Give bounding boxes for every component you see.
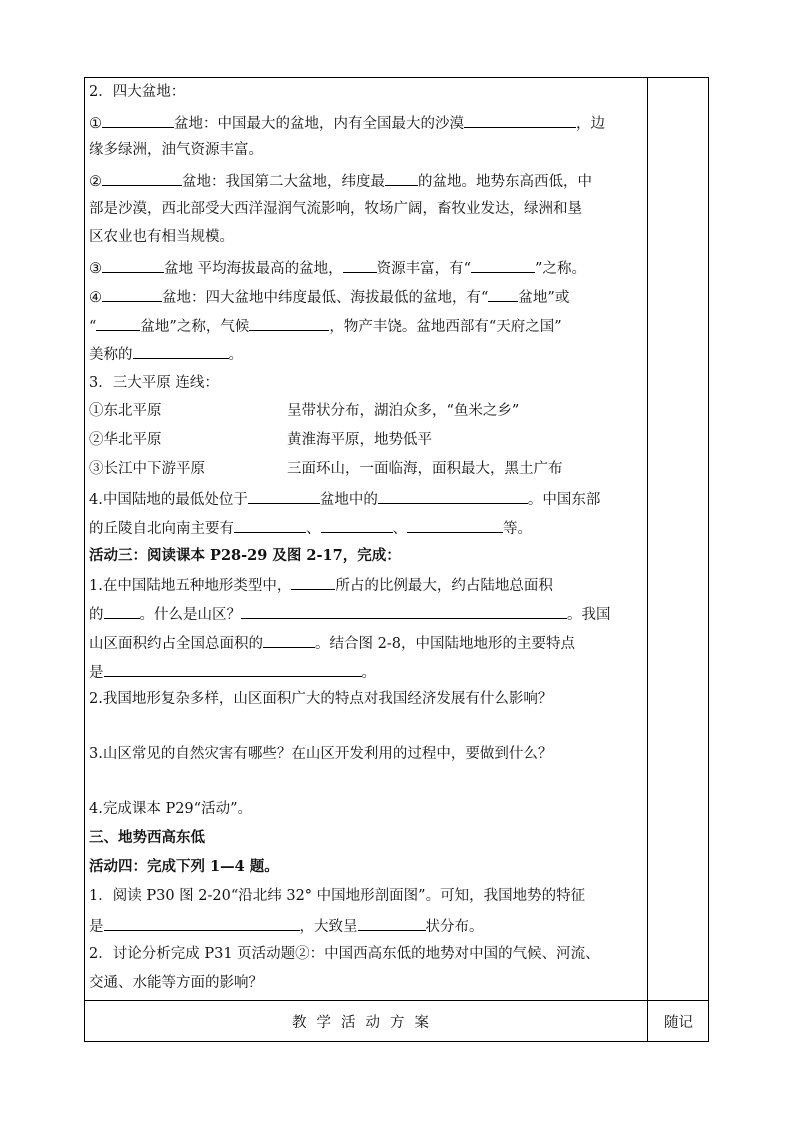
- sep: 、: [306, 521, 321, 537]
- activity3-title: 活动三：阅读课本 P28-29 及图 2-17，完成：: [89, 547, 401, 564]
- basin1-line1: [89, 112, 605, 134]
- a4q2-line2: 交通、水能等方面的影响？: [89, 975, 263, 991]
- a3q1-text6: 山区面积约占全国总面积的: [89, 636, 263, 652]
- blank: [234, 517, 306, 533]
- blank: [249, 315, 329, 331]
- a3q1-text5: 。我国: [567, 607, 611, 623]
- basin2-line1: [89, 170, 592, 192]
- blank: [104, 661, 362, 677]
- plain-row-2: [89, 430, 432, 450]
- q4-line2: [89, 517, 532, 539]
- column-divider: [647, 77, 648, 1042]
- basin2-num: ②: [89, 174, 102, 190]
- blank: [263, 632, 315, 648]
- plain-name: ③长江中下游平原: [89, 461, 205, 477]
- a4q2-line1: 2．讨论分析完成 P31 页活动题②：中国西高东低的地势对中国的气候、河流、: [89, 946, 600, 962]
- basin2-line2: 部是沙漠，西北部受大西洋湿润气流影响，牧场广阔，畜牧业发达，绿洲和垦: [89, 201, 582, 217]
- footer-label: 教学活动方案: [292, 1015, 439, 1031]
- part3-title: 三、地势西高东低: [89, 829, 205, 846]
- blank: [291, 574, 335, 590]
- blank: [104, 915, 300, 931]
- basin4-line1: [89, 286, 569, 308]
- q4-text4: 的丘陵自北向南主要有: [89, 521, 234, 537]
- a4q1-text2: ，大致呈: [299, 919, 358, 935]
- activity4-title: 活动四：完成下列 1—4 题。: [89, 858, 279, 875]
- blank: [133, 343, 229, 359]
- q4-text5: 等。: [503, 521, 532, 537]
- basin3-text2: 资源丰富，有“: [376, 261, 472, 277]
- basin4-text2: 盆地”或: [518, 290, 570, 306]
- a3q1-text8: 是: [89, 665, 104, 681]
- a4q1-text: 是: [89, 919, 104, 935]
- q4-text3: 。中国东部: [527, 492, 601, 508]
- blank: [385, 170, 418, 186]
- basin2-text2: 的盆地。地势东高西低，中: [418, 174, 592, 190]
- blank: [104, 603, 140, 619]
- basin1-line2: 缘多绿洲，油气资源丰富。: [89, 142, 263, 158]
- blank: [464, 112, 576, 128]
- a4q1-line1: 1．阅读 P30 图 2-20“沿北纬 32° 中国地形剖面图”。可知，我国地势的特征: [89, 888, 586, 904]
- blank: [241, 603, 567, 619]
- a3q1-line1: [89, 574, 553, 596]
- a3q1-line4: [89, 661, 376, 683]
- blank: [343, 257, 377, 273]
- basin4-quote: “: [89, 319, 97, 335]
- blank: [248, 488, 320, 504]
- a4q1-line2: [89, 915, 484, 937]
- basin4-line3: [89, 343, 243, 365]
- basin3-text3: ”之称。: [535, 261, 586, 277]
- basin1-num: ①: [89, 116, 102, 132]
- basin3-text: 盆地 平均海拔最高的盆地，: [164, 261, 343, 277]
- plain-feature: 三面环山，一面临海，面积最大，黑土广布: [287, 461, 563, 477]
- plain-row-1: [89, 401, 520, 421]
- a3q4: 4.完成课本 P29“活动”。: [89, 801, 252, 817]
- q4-text: 4.中国陆地的最低处位于: [89, 492, 248, 508]
- a3q3: 3.山区常见的自然灾害有哪些？在山区开发利用的过程中，要做到什么？: [89, 746, 553, 762]
- section2-title: 2．四大盆地：: [89, 84, 186, 100]
- basin1-text: 盆地：中国最大的盆地，内有全国最大的沙漠: [174, 116, 464, 132]
- q4-line1: [89, 488, 600, 510]
- plain-name: ①东北平原: [89, 403, 162, 419]
- a3q1-line2: [89, 603, 611, 625]
- a3q1-text2: 所占的比例最大，约占陆地总面积: [335, 578, 553, 594]
- blank: [407, 517, 503, 533]
- plain-feature: 呈带状分布，湖泊众多，“鱼米之乡”: [287, 403, 520, 419]
- a4q1-text3: 状分布。: [425, 919, 484, 935]
- blank: [488, 286, 518, 302]
- a3q1-text: 1.在中国陆地五种地形类型中，: [89, 578, 292, 594]
- basin3-line1: [89, 257, 586, 279]
- blank: [102, 170, 182, 186]
- blank: [96, 315, 140, 331]
- basin4-text3: 盆地”之称，气候: [140, 319, 250, 335]
- sep: 、: [392, 521, 407, 537]
- blank: [471, 257, 535, 273]
- basin4-text5: 美称的: [89, 347, 133, 363]
- basin1-text2: ，边: [576, 116, 605, 132]
- basin4-line2: [89, 315, 562, 337]
- section3-title: 3．三大平原 连线：: [89, 375, 219, 391]
- basin3-num: ③: [89, 261, 102, 277]
- basin4-text6: 。: [228, 347, 243, 363]
- blank: [102, 286, 162, 302]
- side-notes-label: 随记: [664, 1015, 693, 1031]
- plain-feature: 黄淮海平原，地势低平: [287, 432, 432, 448]
- a3q1-line3: [89, 632, 575, 654]
- a3q1-text9: 。: [361, 665, 376, 681]
- basin2-line3: 区农业也有相当规模。: [89, 229, 234, 245]
- basin4-text4: ，物产丰饶。盆地西部有“天府之国”: [329, 319, 562, 335]
- blank: [102, 112, 174, 128]
- a3q1-text7: 。结合图 2-8，中国陆地地形的主要特点: [315, 636, 575, 652]
- a3q2: 2.我国地形复杂多样，山区面积广大的特点对我国经济发展有什么影响？: [89, 691, 553, 707]
- plain-name: ②华北平原: [89, 432, 162, 448]
- blank: [102, 257, 164, 273]
- basin2-text: 盆地：我国第二大盆地，纬度最: [182, 174, 385, 190]
- plain-row-3: [89, 459, 563, 479]
- blank: [321, 517, 393, 533]
- blank: [378, 488, 528, 504]
- basin4-text: 盆地：四大盆地中纬度最低、海拔最低的盆地，有“: [162, 290, 489, 306]
- blank: [358, 915, 426, 931]
- a3q1-text4: 。什么是山区？: [139, 607, 241, 623]
- basin4-num: ④: [89, 290, 102, 306]
- q4-text2: 盆地中的: [319, 492, 378, 508]
- a3q1-text3: 的: [89, 607, 104, 623]
